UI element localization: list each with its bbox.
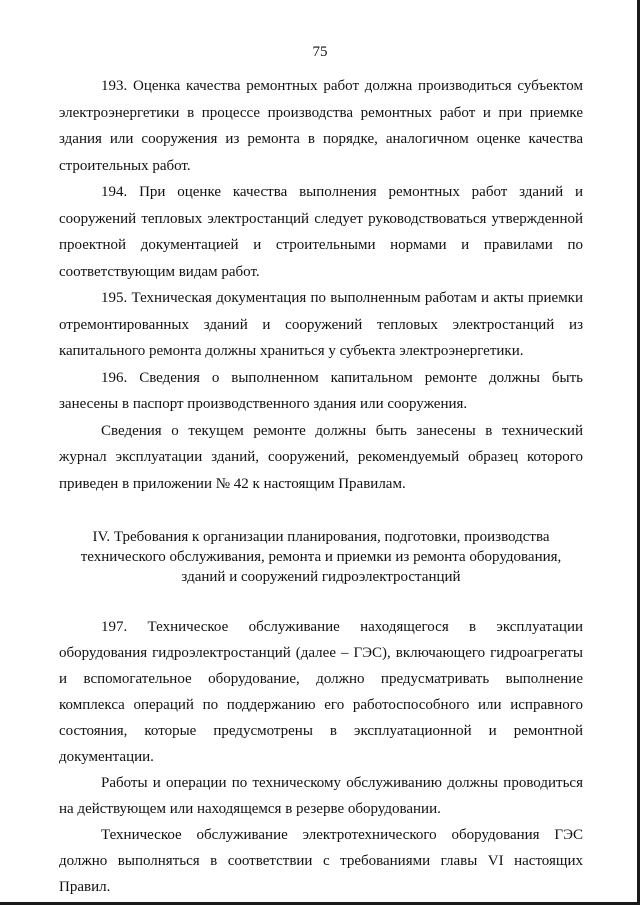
paragraph-197-works: Работы и операции по техническому обслуживанию должны проводиться на действующем или находящемся в резерве оборудовании. xyxy=(59,775,583,817)
paragraph-193: 193. Оценка качества ремонтных работ должна производиться субъектом электроэнергетики в процессе производства ремонтных работ и при приемке здания или сооружения из ремонта в порядке, аналогичном оценке качества строительных работ. xyxy=(59,78,583,174)
paragraph-196-current-repair: Сведения о текущем ремонте должны быть занесены в технический журнал эксплуатации зданий, сооружений, рекомендуемый образец которого приведен в приложении № 42 к настоящим Правилам. xyxy=(59,422,583,492)
paragraph-197: 197. Техническое обслуживание находящегося в эксплуатации оборудования гидроэлектростанций (далее – ГЭС), включающего гидроагрегаты и вспомогательное оборудование, должно предусматривать выполнение комплекса операций по поддержанию его работоспособного или исправного состояния, которые предусмотрены в эксплуатационной и ремонтной документации. xyxy=(59,619,583,765)
section-heading: IV. Требования к организации планирования, подготовки, производства технического обслуживания, ремонта и приемки из ремонта оборудования, зданий и сооружений гидроэлектростанций xyxy=(80,529,562,585)
paragraph-195: 195. Техническая документация по выполненным работам и акты приемки отремонтированных зданий и сооружений тепловых электростанций из капитального ремонта должны храниться у субъекта электроэнергетики. xyxy=(59,290,583,359)
paragraph-196: 196. Сведения о выполненном капитальном ремонте должны быть занесены в паспорт производственного здания или сооружения. xyxy=(59,369,583,412)
paragraph-194: 194. При оценке качества выполнения ремонтных работ зданий и сооружений тепловых электростанций следует руководствоваться утвержденной проектной документацией и строительными нормами и правилами по соответствующим видам работ. xyxy=(59,184,583,280)
paragraph-197-electrical: Техническое обслуживание электротехнического оборудования ГЭС должно выполняться в соответствии с требованиями главы VI настоящих Правил. xyxy=(59,827,583,895)
page-number: 75 xyxy=(312,44,328,60)
page-body xyxy=(59,73,583,900)
